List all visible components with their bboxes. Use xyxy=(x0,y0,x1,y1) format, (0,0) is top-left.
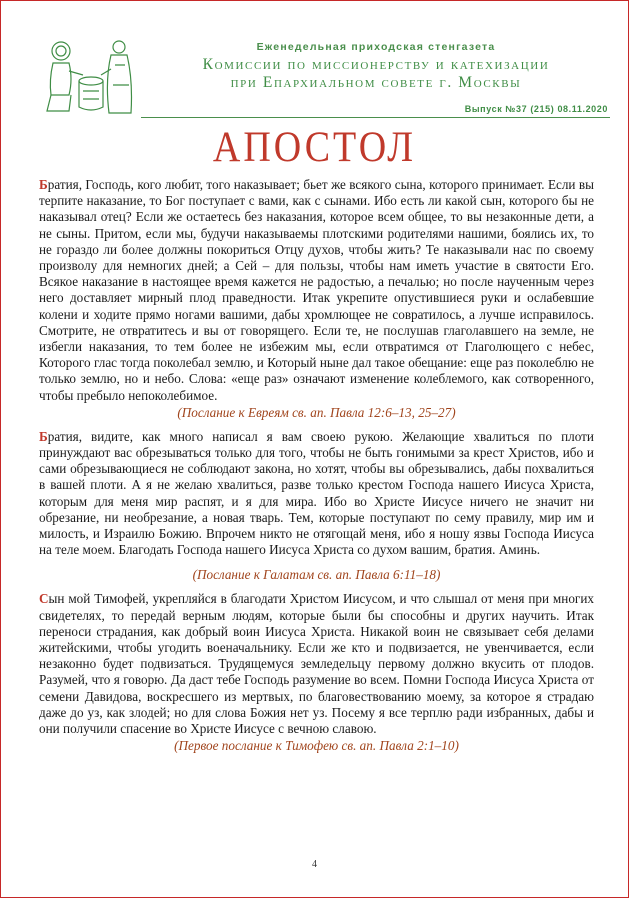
issue-info: Выпуск №37 (215) 08.11.2020 xyxy=(464,104,608,114)
reading-3-initial: С xyxy=(39,591,49,607)
reading-1-body: ратия, Господь, кого любит, того наказывает; бьет же всякого сына, которого принимает. Если вы терпите наказание, то Бог поступает с вами, как с сынами. Ибо есть ли какой сын, которого бы не наказывал отец? Если же остаетесь без наказания, которое всем общее, то вы незаконные дети, а не сыны. Притом, если мы, будучи наказываемы плотскими родителями нашими, боялись их, то не гораздо ли более должны покориться Отцу духов, чтобы жить? Те наказывали нас по своему произволу для немногих дней; а Сей – для пользы, чтобы нам иметь участие в святости Его. Всякое наказание в настоящее время кажется не радостью, а печалью; но после наученным через него доставляет мирный плод праведности. Итак укрепите опустившиеся руки и ослабевшие колени и ходите прямо ногами вашими, дабы хромлющее не совратилось, а лучше исправилось. Смотрите, не отвратитесь и вы от говорящего. Если те, не послушав глаголавшего на земле, не избегли наказания, то тем более не избежим мы, если отвратимся от Глаголющего с небес, Которого глас тогда поколебал землю, и Который ныне дал такое обещание: еще раз поколеблю не только землю, но и небо. Слова: «еще раз» означают изменение колеблемого, как сотворенного, чтобы пребыло непоколебимое. xyxy=(39,177,594,403)
header-text xyxy=(141,41,611,92)
reading-3-source: (Первое послание к Тимофею св. ап. Павла 2:1–10) xyxy=(174,738,459,754)
page-title: АПОСТОЛ xyxy=(212,122,417,172)
reading-3-text xyxy=(39,591,594,737)
reading-3-body: ын мой Тимофей, укрепляйся в благодати Христом Иисусом, и что слышал от меня при многих свидетелях, то передай верным людям, которые были бы способны и других научить. Итак переноси страдания, как добрый воин Иисуса Христа. Никакой воин не связывает себя делами житейскими, чтобы угодить военачальнику. Если же кто и подвизается, не увенчивается, если незаконно будет подвизаться. Трудящемуся земледельцу первому должно вкусить от плодов. Разумей, что я говорю. Да даст тебе Господь разумение во всем. Помни Господа Иисуса Христа от семени Давидова, воскресшего из мертвых, по благовествованию моему, за которое я страдаю даже до уз, как злодей; но для слова Божия нет уз. Посему я все терплю ради избранных, дабы и они получили спасение во Христе Иисусе с вечною славою. xyxy=(39,591,594,737)
header-top-line: Еженедельная приходская стенгазета xyxy=(256,41,496,53)
page-number: 4 xyxy=(312,859,317,870)
reading-2-source: (Послание к Галатам св. ап. Павла 6:11–18) xyxy=(192,567,441,583)
reading-2-text xyxy=(39,429,594,559)
header-divider xyxy=(141,117,610,118)
header-commission-line: Комиссии по миссионерству и катехизации xyxy=(202,56,550,73)
reading-2-body: ратия, видите, как много написал я вам своею рукою. Желающие хвалиться по плоти принуждают вас обрезываться только для того, чтобы не быть гонимыми за крест Христов, ибо и сами обрезывающиеся не соблюдают закона, но хотят, чтобы вы обрезывались, дабы похвалиться в вашей плоти. А я не желаю хвалиться, разве только крестом Господа нашего Иисуса Христа, которым для меня мир распят, и я для мира. Ибо во Христе Иисусе ничего не значит ни обрезание, ни необрезание, а новая тварь. Тем, которые поступают по сему правилу, мир им и милость, и Израилю Божию. Впрочем никто не отягощай меня, ибо я ношу язвы Господа Иисуса на теле моем. Благодать Господа нашего Иисуса Христа со духом вашим, братия. Аминь. xyxy=(39,428,594,558)
reading-1-text xyxy=(39,177,594,404)
reading-1-source: (Послание к Евреям св. ап. Павла 12:6–13, 25–27) xyxy=(177,404,456,420)
christ-samaritan-woman-icon xyxy=(39,35,139,117)
header xyxy=(1,1,628,121)
reading-2-initial: Б xyxy=(39,428,48,444)
readings xyxy=(39,177,594,762)
reading-1-initial: Б xyxy=(39,177,48,192)
header-council-line: при Епархиальном совете г. Москвы xyxy=(230,74,522,91)
